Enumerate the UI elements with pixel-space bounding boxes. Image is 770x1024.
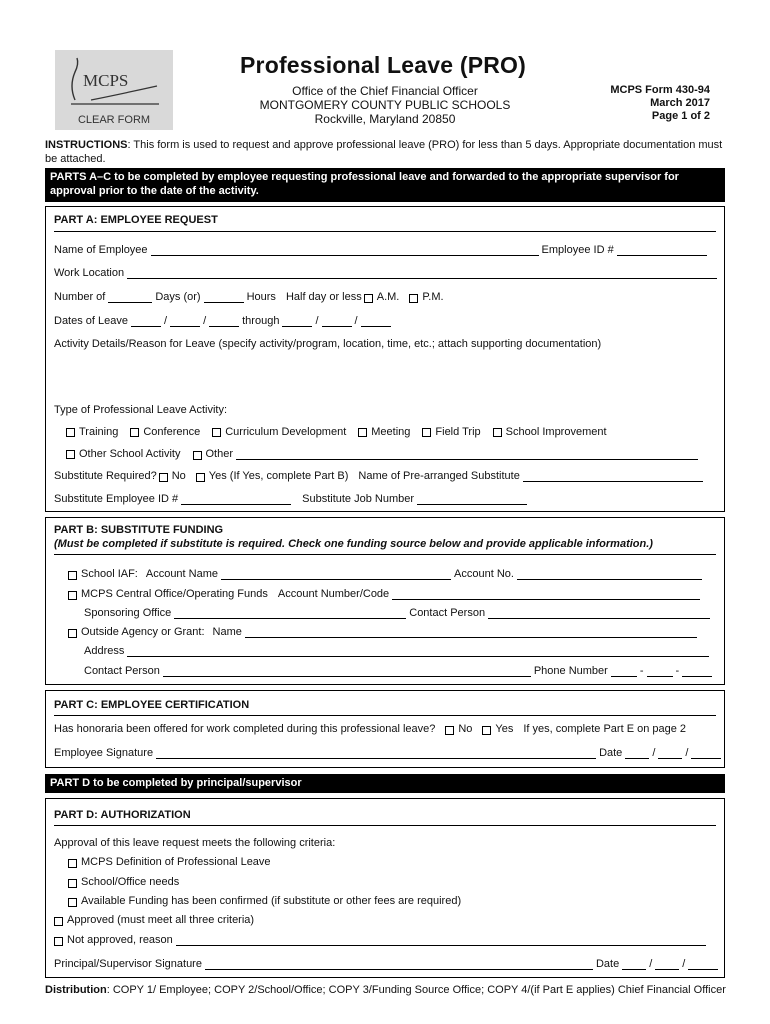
central-office-label: MCPS Central Office/Operating Funds bbox=[81, 588, 268, 600]
office-line-3: Rockville, Maryland 20850 bbox=[314, 112, 456, 126]
prearranged-substitute-label: Name of Pre-arranged Substitute bbox=[358, 470, 520, 482]
employee-signature-label: Employee Signature bbox=[54, 747, 154, 759]
phone-area-field[interactable] bbox=[611, 666, 637, 677]
honoraria-no-label: No bbox=[458, 723, 473, 735]
distribution bbox=[45, 984, 726, 996]
end-day-field[interactable] bbox=[322, 316, 352, 327]
part-b-section: PART B: SUBSTITUTE FUNDING (Must be completed if substitute is required. Check one funding source below and provide applicable information.) School IAF: Account Name Account No. MCPS Central Office/Operating Funds Account Number/Code Sponsoring Office Contact Person Outside Agency or Grant: Name Address Contact Person Phone Number - - bbox=[45, 517, 725, 685]
part-a-section: PART A: EMPLOYEE REQUEST Name of Employee Employee ID # Work Location Number of Days (or) Hours Half day or less A.M. P.M. Dates of Leave / / through / / Activity Details/Reason for Leave (specify activity/program, location, time, etc.; attach supporting documentation) Type of Professional Leave Activity: Training Conference Curriculum Development Meeting Field Trip School Improvement Other School Activity Other Substitute Required? No Yes (If Yes, complete Part B) Name of Pre-arranged Substitute Substitute Employee ID # Substitute Job Number bbox=[45, 206, 725, 512]
principal-date-year[interactable] bbox=[688, 959, 718, 970]
principal-date-day[interactable] bbox=[655, 959, 679, 970]
substitute-no-label: No bbox=[171, 470, 186, 482]
other-school-activity-checkbox[interactable] bbox=[66, 450, 75, 459]
curriculum-checkbox[interactable] bbox=[212, 428, 221, 437]
criteria-office-needs-label: School/Office needs bbox=[81, 876, 180, 888]
office-line-1: Office of the Chief Financial Officer bbox=[292, 84, 478, 98]
substitute-job-number-label: Substitute Job Number bbox=[302, 493, 415, 505]
principal-date-label: Date bbox=[595, 958, 620, 970]
end-month-field[interactable] bbox=[282, 316, 312, 327]
instructions bbox=[45, 138, 730, 166]
employee-id-label: Employee ID # bbox=[541, 244, 614, 256]
honoraria-yes-checkbox[interactable] bbox=[482, 726, 491, 735]
am-label: A.M. bbox=[376, 291, 400, 303]
office-line-2: MONTGOMERY COUNTY PUBLIC SCHOOLS bbox=[259, 98, 511, 112]
employee-id-field[interactable] bbox=[617, 245, 707, 256]
distribution-label: Distribution bbox=[45, 984, 107, 996]
part-a-heading: PART A: EMPLOYEE REQUEST bbox=[54, 214, 218, 226]
not-approved-checkbox[interactable] bbox=[54, 937, 63, 946]
other-field[interactable] bbox=[236, 449, 698, 460]
school-iaf-checkbox[interactable] bbox=[68, 571, 77, 580]
honoraria-note: If yes, complete Part E on page 2 bbox=[523, 723, 687, 735]
principal-signature-field[interactable] bbox=[205, 959, 593, 970]
part-d-heading: PART D: AUTHORIZATION bbox=[54, 809, 191, 821]
hours-field[interactable] bbox=[204, 292, 244, 303]
substitute-required-label: Substitute Required? bbox=[54, 470, 157, 482]
central-office-checkbox[interactable] bbox=[68, 591, 77, 600]
part-d-banner: PART D to be completed by principal/supervisor bbox=[45, 774, 725, 793]
employee-date-day[interactable] bbox=[658, 748, 682, 759]
meeting-checkbox[interactable] bbox=[358, 428, 367, 437]
pm-label: P.M. bbox=[422, 291, 444, 303]
address-field[interactable] bbox=[127, 646, 709, 657]
employee-date-year[interactable] bbox=[691, 748, 721, 759]
start-day-field[interactable] bbox=[170, 316, 200, 327]
conference-checkbox[interactable] bbox=[130, 428, 139, 437]
employee-date-label: Date bbox=[599, 747, 623, 759]
end-year-field[interactable] bbox=[361, 316, 391, 327]
principal-date-month[interactable] bbox=[622, 959, 646, 970]
mcps-logo bbox=[61, 56, 167, 108]
honoraria-yes-label: Yes bbox=[495, 723, 514, 735]
part-c-heading: PART C: EMPLOYEE CERTIFICATION bbox=[54, 699, 250, 711]
principal-signature-label: Principal/Supervisor Signature bbox=[54, 958, 202, 970]
instructions-text: : This form is used to request and approve professional leave (PRO) for less than 5 days. Appropriate documentation must be attached. bbox=[45, 139, 723, 165]
field-trip-checkbox[interactable] bbox=[422, 428, 431, 437]
distribution-text: : COPY 1/ Employee; COPY 2/School/Office; COPY 3/Funding Source Office; COPY 4/(if Part E applies) Chief Financial Officer bbox=[106, 984, 726, 996]
part-d-section: PART D: AUTHORIZATION Approval of this leave request meets the following criteria: MCPS Definition of Professional Leave School/Office needs Available Funding has been confirmed (if substitute or other fees are required) Approved (must meet all three criteria) Not approved, reason Principal/Supervisor Signature Date / / bbox=[45, 798, 725, 978]
part-b-heading: PART B: SUBSTITUTE FUNDING bbox=[54, 524, 224, 536]
substitute-employee-id-label: Substitute Employee ID # bbox=[54, 493, 179, 505]
work-location-label: Work Location bbox=[54, 267, 125, 279]
employee-signature-field[interactable] bbox=[156, 748, 596, 759]
criteria-definition-label: MCPS Definition of Professional Leave bbox=[81, 856, 271, 868]
agency-name-label: Name bbox=[212, 626, 242, 638]
not-approved-reason-field[interactable] bbox=[176, 935, 706, 946]
svg-text:MCPS: MCPS bbox=[83, 71, 129, 90]
half-day-label: Half day or less bbox=[285, 291, 362, 303]
approval-criteria-label: Approval of this leave request meets the following criteria: bbox=[54, 837, 336, 849]
meeting-label: Meeting bbox=[371, 426, 411, 438]
criteria-definition-checkbox[interactable] bbox=[68, 859, 77, 868]
clear-form-label: CLEAR FORM bbox=[77, 114, 151, 126]
activity-details-label: Activity Details/Reason for Leave (specify activity/program, location, time, etc.; attach supporting documentation) bbox=[54, 338, 602, 350]
account-name-field[interactable] bbox=[221, 569, 451, 580]
start-year-field[interactable] bbox=[209, 316, 239, 327]
phone-number-label: Phone Number bbox=[533, 665, 608, 677]
days-or-label: Days (or) bbox=[155, 291, 201, 303]
form-number: MCPS Form 430-94 bbox=[610, 84, 710, 96]
contact-person-label: Contact Person bbox=[409, 607, 486, 619]
substitute-job-number-field[interactable] bbox=[417, 494, 527, 505]
school-improvement-label: School Improvement bbox=[505, 426, 607, 438]
hours-label: Hours bbox=[246, 291, 276, 303]
training-label: Training bbox=[79, 426, 119, 438]
outside-agency-label: Outside Agency or Grant: bbox=[81, 626, 205, 638]
other-label: Other bbox=[205, 448, 234, 460]
phone-prefix-field[interactable] bbox=[647, 666, 673, 677]
clear-form-button[interactable] bbox=[55, 50, 173, 130]
field-trip-label: Field Trip bbox=[435, 426, 481, 438]
account-code-field[interactable] bbox=[392, 589, 700, 600]
employee-name-field[interactable] bbox=[151, 245, 539, 256]
address-label: Address bbox=[84, 645, 125, 657]
criteria-funding-label: Available Funding has been confirmed (if substitute or other fees are required) bbox=[81, 895, 462, 907]
substitute-no-checkbox[interactable] bbox=[159, 473, 168, 482]
agency-contact-person-label: Contact Person bbox=[84, 665, 160, 677]
part-b-note: (Must be completed if substitute is required. Check one funding source below and provide applicable information.) bbox=[54, 538, 653, 550]
honoraria-question: Has honoraria been offered for work completed during this professional leave? bbox=[54, 723, 436, 735]
activity-type-label: Type of Professional Leave Activity: bbox=[54, 404, 228, 416]
start-month-field[interactable] bbox=[131, 316, 161, 327]
contact-person-field[interactable] bbox=[488, 608, 710, 619]
substitute-yes-checkbox[interactable] bbox=[196, 473, 205, 482]
employee-name-label: Name of Employee bbox=[54, 244, 148, 256]
part-c-section: PART C: EMPLOYEE CERTIFICATION Has honoraria been offered for work completed during this professional leave? No Yes If yes, complete Part E on page 2 Employee Signature Date / / bbox=[45, 690, 725, 768]
employee-date-month[interactable] bbox=[625, 748, 649, 759]
outside-agency-checkbox[interactable] bbox=[68, 629, 77, 638]
form-date: March 2017 bbox=[650, 97, 710, 109]
substitute-yes-label: Yes (If Yes, complete Part B) bbox=[208, 470, 349, 482]
approved-checkbox[interactable] bbox=[54, 917, 63, 926]
account-no-field[interactable] bbox=[517, 569, 702, 580]
account-code-label: Account Number/Code bbox=[277, 588, 390, 600]
agency-contact-person-field[interactable] bbox=[163, 666, 531, 677]
training-checkbox[interactable] bbox=[66, 428, 75, 437]
prearranged-substitute-field[interactable] bbox=[523, 471, 703, 482]
account-name-label: Account Name bbox=[145, 568, 219, 580]
substitute-employee-id-field[interactable] bbox=[181, 494, 291, 505]
dates-of-leave-label: Dates of Leave bbox=[54, 315, 128, 327]
instructions-label: INSTRUCTIONS bbox=[45, 139, 128, 151]
work-location-field[interactable] bbox=[127, 268, 717, 279]
agency-name-field[interactable] bbox=[245, 627, 697, 638]
honoraria-no-checkbox[interactable] bbox=[445, 726, 454, 735]
school-iaf-label: School IAF: bbox=[81, 568, 138, 580]
not-approved-label: Not approved, reason bbox=[67, 934, 173, 946]
account-no-label: Account No. bbox=[454, 568, 514, 580]
other-school-activity-label: Other School Activity bbox=[79, 448, 181, 460]
other-checkbox[interactable] bbox=[193, 451, 202, 460]
conference-label: Conference bbox=[143, 426, 201, 438]
page-title: Professional Leave (PRO) bbox=[240, 52, 526, 78]
criteria-funding-checkbox[interactable] bbox=[68, 898, 77, 907]
page-number: Page 1 of 2 bbox=[651, 110, 710, 122]
number-of-label: Number of bbox=[54, 291, 106, 303]
activity-details-field[interactable] bbox=[54, 357, 714, 397]
through-label: through bbox=[242, 315, 280, 327]
pm-checkbox[interactable] bbox=[409, 294, 418, 303]
approved-label: Approved (must meet all three criteria) bbox=[67, 914, 255, 926]
sponsoring-office-label: Sponsoring Office bbox=[84, 607, 172, 619]
school-improvement-checkbox[interactable] bbox=[493, 428, 502, 437]
days-field[interactable] bbox=[108, 292, 152, 303]
criteria-office-needs-checkbox[interactable] bbox=[68, 879, 77, 888]
sponsoring-office-field[interactable] bbox=[174, 608, 406, 619]
am-checkbox[interactable] bbox=[364, 294, 373, 303]
phone-line-field[interactable] bbox=[682, 666, 712, 677]
curriculum-label: Curriculum Development bbox=[225, 426, 347, 438]
parts-a-c-banner: PARTS A–C to be completed by employee requesting professional leave and forwarded to the appropriate supervisor for approval prior to the date of the activity. bbox=[45, 168, 725, 202]
